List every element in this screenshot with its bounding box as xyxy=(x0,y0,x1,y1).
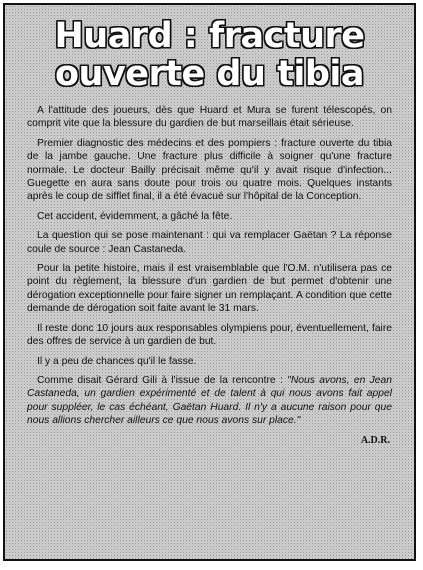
author-signature: A.D.R. xyxy=(360,434,390,446)
article-paragraph-3: Cet accident, évidemment, a gâché la fête. xyxy=(37,210,233,222)
article-paragraph-2: Premier diagnostic des médecins et des pompiers : fracture ouverte du tibia de la jambe gauche. Une fracture plus difficile à soigner qu'une fracture normale. Le docteur Bailly précisait même qu'il y avait risque d'infection... Guegette en aura sans doute pour trois ou quatre mois. Quelques instants après le coup de sifflet final, il a été évacué sur l'hôpital de la Conception. xyxy=(27,137,392,203)
article-paragraph-7: Il y a peu de chances qu'il le fasse. xyxy=(37,355,197,367)
article-paragraph-1: A l'attitude des joueurs, dès que Huard et Mura se furent télescopés, on comprit vite que la blessure du gardien de but marseillais était sérieuse. xyxy=(27,105,392,130)
newspaper-clipping xyxy=(3,3,416,561)
quote-text: "Nous avons, en Jean Castaneda, un gardien expérimenté et de talent à qui nous avons fait appel pour suppléer, le cas échéant, Gaëtan Huard. Il n'y a aucune raison pour que nous allions chercher ailleurs ce que nous avons sur place." xyxy=(27,374,392,427)
article-body xyxy=(27,104,392,447)
article-paragraph-quote xyxy=(27,374,392,428)
article-headline: Huard : fracture ouverte du tibia xyxy=(54,16,365,94)
article-paragraph-5: Pour la petite histoire, mais il est vraisemblable que l'O.M. n'utilisera pas ce point du règlement, la blessure d'un gardien de but permet d'obtenir une dérogation exceptionnelle pour faire signer un remplaçant. A condition que cette demande de dérogation soit faite avant le 31 mars. xyxy=(27,263,392,315)
article-paragraph-6: Il reste donc 10 jours aux responsables olympiens pour, éventuellement, faire des offres de service à un gardien de but. xyxy=(27,322,392,348)
quote-intro: Comme disait Gérard Gili à l'issue de la rencontre : xyxy=(37,374,288,386)
article-paragraph-4: La question qui se pose maintenant : qui va remplacer Gaëtan ? La réponse coule de source : Jean Castaneda. xyxy=(27,230,392,255)
